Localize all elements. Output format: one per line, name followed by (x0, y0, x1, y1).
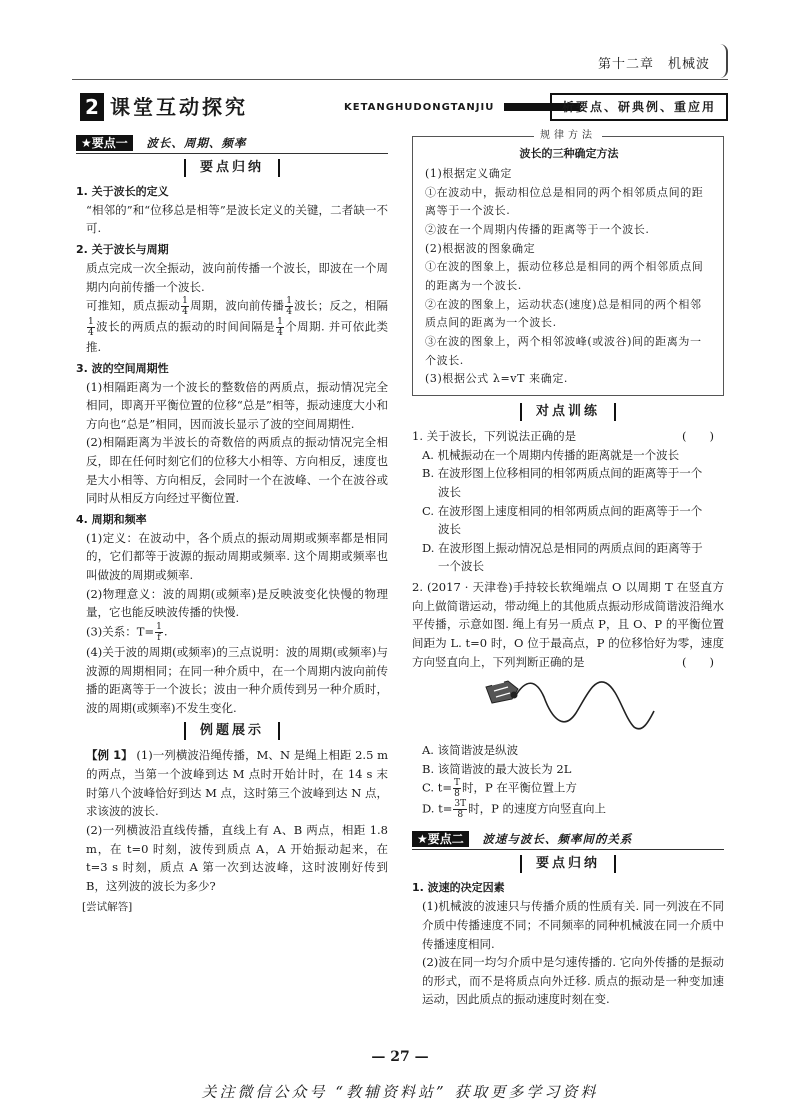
fraction: $\frac{1}{4}$ (182, 296, 188, 318)
hand-icon (486, 681, 518, 703)
example-1-part1: 【例 1】 (1)一列横波沿绳传播，M、N 是绳上相距 2.5 m 的两点，当第一个波峰到达 M 点时开始计时，在 14 s 末时第八个波峰恰好到达 M 点，这时第三个波峰到达 N 点，求该波的波长. (86, 748, 389, 819)
method-line: ②在波的图象上，运动状态(速度)总是相同的两个相邻质点间的距离为一个波长. (425, 297, 702, 330)
method-box-tag: 规律方法 (534, 128, 602, 144)
subhead-summary: 要点归纳 (76, 158, 388, 177)
paragraph-with-fractions: 可推知，质点振动 $\frac{1}{4}$ 周期，波向前传播 $\frac{1}{4}$ 波长；反之，相隔 $\frac{1}{4}$ 波长的两质点的振动的时间间隔是 $\frac{1}{4}$ 个周期. 并可依此类推. (86, 296, 389, 355)
option-c: C. 在波形图上速度相同的相邻两质点间的距离等于一个 (422, 503, 703, 518)
paragraph: 质点完成一次全振动，波向前传播一个波长，即波在一个周期内向前传播一个波长. (86, 260, 388, 294)
chapter-title: 第十二章 机械波 (597, 57, 710, 72)
subhead-examples: 例题展示 (76, 721, 388, 740)
option-a: A. 机械振动在一个周期内传播的距离就是一个波长 (422, 447, 680, 462)
paragraph: (1)定义：在波动中，各个质点的振动周期或频率都是相同的，它们都等于波源的振动周期或频率. 这个周期或频率也叫做波的周期或频率. (86, 530, 388, 582)
paragraph: “相邻的”和“位移总是相等”是波长定义的关键，二者缺一不可. (86, 202, 388, 236)
option-b-cont: 波长 (438, 484, 461, 499)
fraction: $\frac{T}{8}$ (453, 778, 460, 800)
paragraph-formula: (3)关系：T= $\frac{1}{f}$ . (86, 621, 168, 643)
section-pinyin: KETANGHUDONGTANJIU (344, 102, 495, 113)
heading: 2. 关于波长与周期 (76, 243, 169, 257)
subhead-summary-2: 要点归纳 (412, 854, 724, 873)
section-title: 课堂互动探究 (110, 95, 248, 119)
heading: 3. 波的空间周期性 (76, 361, 169, 375)
question-1 (412, 427, 724, 576)
option-b: B. 该简谐波的最大波长为 2L (422, 761, 572, 776)
rope-wave-diagram (478, 675, 658, 737)
fraction: $\frac{1}{4}$ (277, 317, 283, 339)
method-line: (2)根据波的图象确定 (425, 241, 536, 255)
paragraph: (1)机械波的波速只与传播介质的性质有关. 同一列波在不同介质中传播速度不同；不同频率的同种机械波在同一介质中传播速度相同. (422, 899, 724, 951)
method-box-title: 波长的三种确定方法 (519, 147, 619, 160)
right-column (412, 132, 724, 1009)
heading: 4. 周期和频率 (76, 512, 147, 526)
example-label: 【例 1】 (86, 748, 133, 763)
paragraph: (2)波在同一均匀介质中是匀速传播的. 它向外传播的是振动的形式，而不是将质点向外迁移. 质点的振动是一种变加速运动，因此质点的振动速度时刻在变. (422, 955, 724, 1007)
page-header (72, 44, 728, 80)
option-c-cont: 波长 (438, 522, 461, 537)
fraction: $\frac{3T}{8}$ (454, 799, 467, 821)
method-box (412, 130, 724, 396)
option-b: B. 在波形图上位移相同的相邻两质点间的距离等于一个 (422, 466, 703, 481)
method-line: ②波在一个周期内传播的距离等于一个波长. (425, 222, 650, 236)
paragraph: (4)关于波的周期(或频率)的三点说明：波的周期(或频率)与波源的周期相同；在同一种介质中，在一个周期内波向前传播的距离等于一个波长；波由一种介质传到另一种介质时，波的周期(或频率)不发生变化. (86, 644, 388, 715)
key-point-label: ★要点二 (412, 831, 469, 847)
key-point-2-header (412, 828, 724, 850)
heading: 1. 波速的决定因素 (412, 881, 505, 895)
try-answer-label: [尝试解答] (82, 901, 133, 914)
method-line: ③在波的图象上，两个相邻波峰(或波谷)间的距离为一个波长. (425, 335, 702, 367)
key-point-label: ★要点一 (76, 135, 133, 151)
key-point-1-header (76, 132, 388, 154)
paragraph: (2)相隔距离为半波长的奇数倍的两质点的振动情况完全相反，即在任何时刻它们的位移大小相等、方向相反，速度也是大小相等、方向相反，会同时一个在波峰、一个在波谷或同时从相反方向经过平衡位置. (86, 435, 388, 506)
subhead-practice: 对点训练 (412, 402, 724, 421)
option-a: A. 该简谐波是纵波 (422, 743, 519, 758)
paragraph: (2)物理意义：波的周期(或频率)是反映波变化快慢的物理量，它也能反映波传播的快慢. (86, 586, 388, 620)
section-number: 2 (80, 93, 104, 121)
left-column (76, 132, 388, 916)
question-2 (412, 578, 724, 820)
method-line: (3)根据公式 λ=vT 来确定. (425, 372, 569, 386)
fraction: $\frac{1}{4}$ (88, 317, 94, 339)
wave-figure (412, 675, 724, 739)
question-2-stem: 2. (2017 · 天津卷)手持较长软绳端点 O 以周期 T 在竖直方向上做简谐运动，带动绳上的其他质点振动形成简谐波沿绳水平传播，示意如图. 绳上有另一质点 P，且 O、P 的平衡位置间距为 L. t=0 时，O 位于最高点，P 的位移恰好为零，速度方向竖直向上，下列判断正确的是 (412, 580, 724, 669)
rope-wave (516, 682, 654, 729)
heading: 1. 关于波长的定义 (76, 185, 169, 198)
paragraph: (1)相隔距离为一个波长的整数倍的两质点，振动情况完全相同，即离开平衡位置的位移“总是”相等，振动速度大小和方向也“总是”相同，因而波长显示了波的空间周期性. (86, 379, 388, 431)
fraction: $\frac{1}{f}$ (156, 621, 162, 643)
option-d-cont: 一个波长 (438, 559, 484, 574)
answer-blank: ( ) (682, 429, 714, 444)
section-banner (72, 92, 728, 122)
fraction: $\frac{1}{4}$ (286, 296, 292, 318)
key-point-title: 波长、周期、频率 (146, 136, 247, 150)
footer-note: 关注微信公众号 “教辅资料站” 获取更多学习资料 (201, 1083, 599, 1101)
example-1-part2: (2)一列横波沿直线传播，直线上有 A、B 两点，相距 1.8 m，在 t=0 时刻，波传到质点 A，A 开始振动起来，在 t=3 s 时刻，质点 A 第一次到达波峰，这时波刚好传到 B，这列波的波长为多少? (86, 822, 388, 893)
option-d: D. t= $\frac{3T}{8}$ 时，P 的速度方向竖直向上 (422, 799, 607, 821)
method-line: ①在波的图象上，振动位移总是相同的两个相邻质点间的距离为一个波长. (425, 260, 704, 292)
option-c: C. t= $\frac{T}{8}$ 时，P 在平衡位置上方 (422, 778, 577, 800)
header-bracket-decoration (720, 44, 728, 78)
question-1-stem: 1. 关于波长，下列说法正确的是 (412, 429, 577, 444)
option-d: D. 在波形图上振动情况总是相同的两质点间的距离等于 (422, 540, 703, 555)
answer-blank: ( ) (682, 654, 714, 669)
page-number: — 27 — (371, 1049, 429, 1065)
method-line: ①在波动中，振动相位总是相同的两个相邻质点间的距离等于一个波长. (425, 185, 704, 218)
section-motto: 析要点、研典例、重应用 (550, 93, 728, 121)
key-point-title: 波速与波长、频率间的关系 (482, 832, 633, 847)
method-line: (1)根据定义确定 (425, 166, 512, 180)
